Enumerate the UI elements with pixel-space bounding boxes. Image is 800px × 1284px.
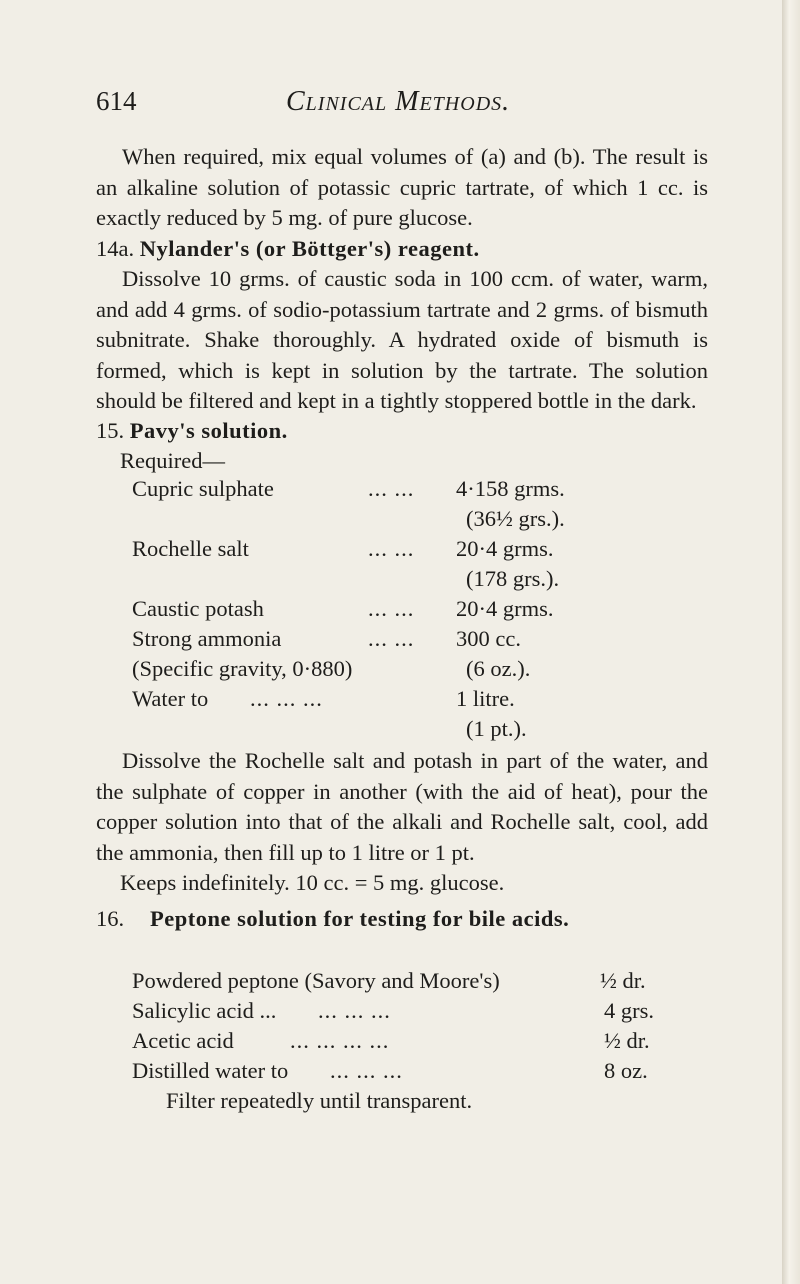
pavy-instructions: Dissolve the Rochelle salt and potash in part of the water, and the sulphate of copper in another (with the aid of heat), pour the copper solution into that of the alkali and Rochelle salt, cool, add the ammonia, then fill up to 1 litre or 1 pt. [96, 748, 708, 865]
nylander-text: Dissolve 10 grms. of caustic soda in 100 ccm. of water, warm, and add 4 grms. of sodio-potassium tartrate and 2 grms. of bismuth subnitrate. Shake thoroughly. A hydrated oxide of bismuth is formed, which is kept in solution by the tartrate. The solution should be filtered and kept in a tightly stoppered bottle in the dark. [96, 266, 708, 413]
ingredient-name: Salicylic acid ... [132, 998, 277, 1023]
ingredient-name: Powdered peptone (Savory and Moore's) [132, 968, 500, 993]
pavy-heading [96, 416, 288, 446]
leader-dots: ... ... [368, 596, 415, 621]
ingredient-amount: (6 oz.). [466, 656, 531, 681]
ingredient-note: (1 pt.). [466, 716, 527, 741]
ingredient-name: Water to [132, 686, 209, 711]
page-number: 614 [96, 86, 137, 116]
leader-dots: ... ... ... [330, 1058, 403, 1083]
leader-dots: ... ... [368, 536, 415, 561]
section-number: 16. [96, 906, 125, 931]
section-title: Pavy's solution. [129, 418, 288, 443]
section-number: 15. [96, 418, 125, 443]
leader-dots: ... ... ... ... [290, 1028, 390, 1053]
intro-paragraph: When required, mix equal volumes of (a) and (b). The result is an alkaline solution of potassic cupric tartrate, of which 1 cc. is exactly reduced by 5 mg. of pure glucose. [96, 144, 708, 230]
ingredient-name: Acetic acid [132, 1028, 234, 1053]
ingredient-note: (36½ grs.). [466, 506, 565, 531]
required-label: Required— [120, 448, 225, 473]
ingredient-amount: 4·158 grms. [456, 476, 565, 501]
ingredient-name: (Specific gravity, 0·880) [132, 656, 353, 681]
leader-dots: ... ... ... [250, 686, 323, 711]
leader-dots: ... ... [368, 626, 415, 651]
leader-dots: ... ... ... [318, 998, 391, 1023]
ingredient-amount: 20·4 grms. [456, 536, 554, 561]
ingredient-name: Strong ammonia [132, 626, 282, 651]
ingredient-amount: 1 litre. [456, 686, 515, 711]
page-edge [782, 0, 800, 1284]
ingredient-amount: ½ dr. [604, 1028, 650, 1053]
nylander-heading [96, 234, 480, 264]
keeps-note: Keeps indefinitely. 10 cc. = 5 mg. glucose. [120, 870, 505, 895]
ingredient-amount: 8 oz. [604, 1058, 648, 1083]
ingredient-name: Distilled water to [132, 1058, 289, 1083]
ingredient-amount: 20·4 grms. [456, 596, 554, 621]
peptone-heading [96, 904, 124, 934]
filter-note: Filter repeatedly until transparent. [166, 1088, 473, 1113]
section-title: Nylander's (or Böttger's) reagent. [139, 236, 480, 261]
section-number: 14a. [96, 236, 135, 261]
ingredient-amount: 4 grs. [604, 998, 654, 1023]
page-header [96, 86, 656, 118]
ingredient-note: (178 grs.). [466, 566, 560, 591]
ingredient-amount: ½ dr. [600, 968, 646, 993]
section-title: Peptone solution for testing for bile acids. [150, 906, 570, 931]
ingredient-name: Rochelle salt [132, 536, 249, 561]
ingredient-amount: 300 cc. [456, 626, 521, 651]
leader-dots: ... ... [368, 476, 415, 501]
ingredient-name: Caustic potash [132, 596, 264, 621]
running-title: Clinical Methods. [286, 86, 511, 117]
ingredient-name: Cupric sulphate [132, 476, 274, 501]
